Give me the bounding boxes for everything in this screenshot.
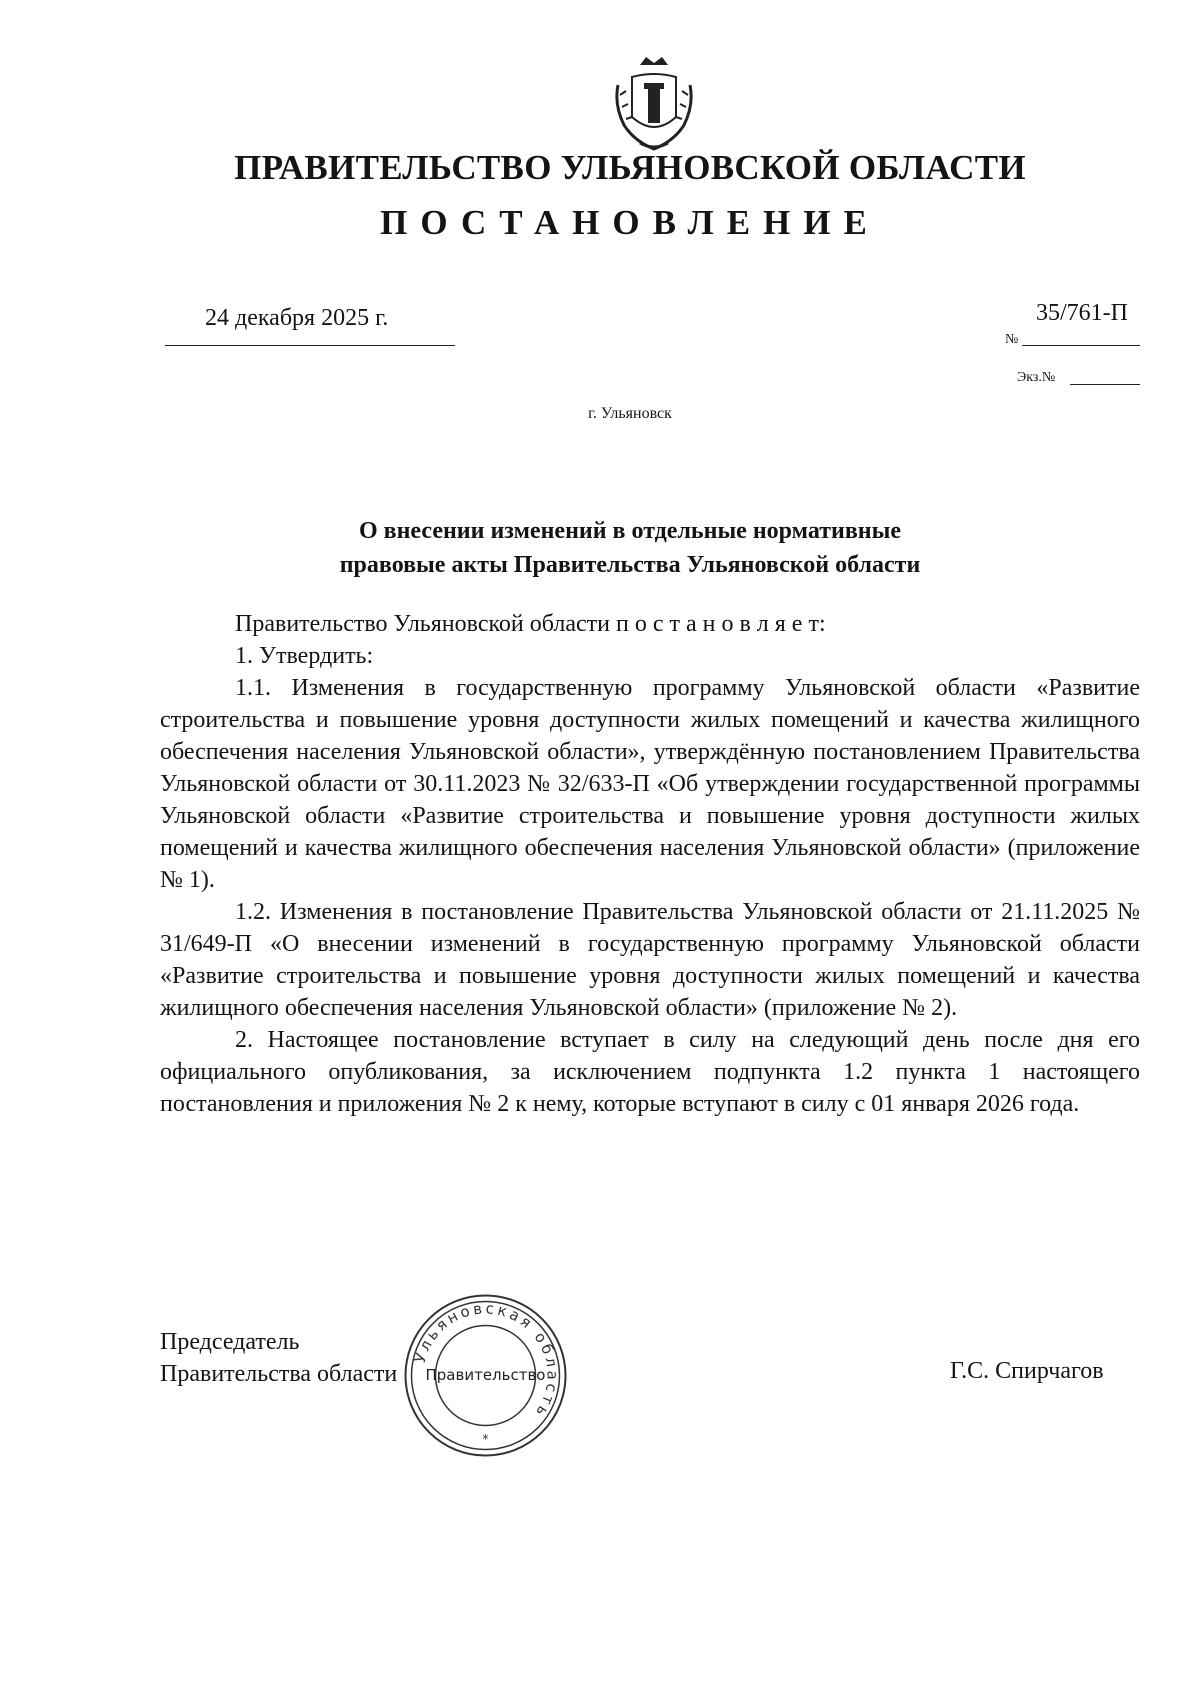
document-type: ПОСТАНОВЛЕНИЕ <box>380 203 880 242</box>
number-label: № <box>1005 332 1019 347</box>
document-body <box>160 608 1140 1120</box>
svg-text:*: * <box>482 1432 489 1446</box>
paragraph-1-1: 1.1. Изменения в государственную программу Ульяновской области «Развитие строительства и повышение уровня доступности жилых помещений и качества жилищного обеспечения населения Ульяновской области», утверждённую постановлением Правительства Ульяновской области от 30.11.2023 № 32/633-П «Об утверждении государственной программы Ульяновской области «Развитие строительства и повышение уровня доступности жилых помещений и качества жилищного обеспечения населения Ульяновской области» (приложение № 1). <box>160 675 1140 893</box>
svg-text:Правительство: Правительство <box>425 1366 546 1384</box>
city: г. Ульяновск <box>588 405 672 422</box>
number-underline <box>1022 345 1140 346</box>
coat-of-arms-icon <box>610 55 698 155</box>
document-date: 24 декабря 2025 г. <box>205 305 389 331</box>
government-title: ПРАВИТЕЛЬСТВО УЛЬЯНОВСКОЙ ОБЛАСТИ <box>234 148 1026 187</box>
paragraph-1: 1. Утвердить: <box>235 643 374 669</box>
svg-text:Ульяновская область: Ульяновская область <box>410 1299 562 1423</box>
signatory-position <box>160 1326 397 1390</box>
copy-number-label: Экз.№ <box>1017 370 1056 385</box>
position-line-1: Председатель <box>160 1329 300 1355</box>
document-number: 35/761-П <box>1036 300 1128 326</box>
subject-line-1: О внесении изменений в отдельные нормативные <box>358 518 902 544</box>
signatory-name: Г.С. Спирчагов <box>950 1358 1104 1384</box>
document-subject <box>0 514 1200 582</box>
copy-number-underline <box>1070 384 1140 385</box>
official-seal <box>403 1293 568 1458</box>
position-line-2: Правительства области <box>160 1361 398 1387</box>
paragraph-1-2: 1.2. Изменения в постановление Правительства Ульяновской области от 21.11.2025 № 31/649-П «О внесении изменений в государственную программу Ульяновской области «Развитие строительства и повышение уровня доступности жилых помещений и качества жилищного обеспечения населения Ульяновской области» (приложение № 2). <box>160 899 1140 1021</box>
paragraph-2: 2. Настоящее постановление вступает в силу на следующий день после дня его официального опубликования, за исключением подпункта 1.2 пункта 1 настоящего постановления и приложения № 2 к нему, которые вступают в силу с 01 января 2026 года. <box>160 1027 1140 1117</box>
intro-paragraph: Правительство Ульяновской области п о с т а н о в л я е т: <box>235 611 826 637</box>
subject-line-2: правовые акты Правительства Ульяновской области <box>339 552 921 578</box>
date-underline <box>165 345 455 346</box>
